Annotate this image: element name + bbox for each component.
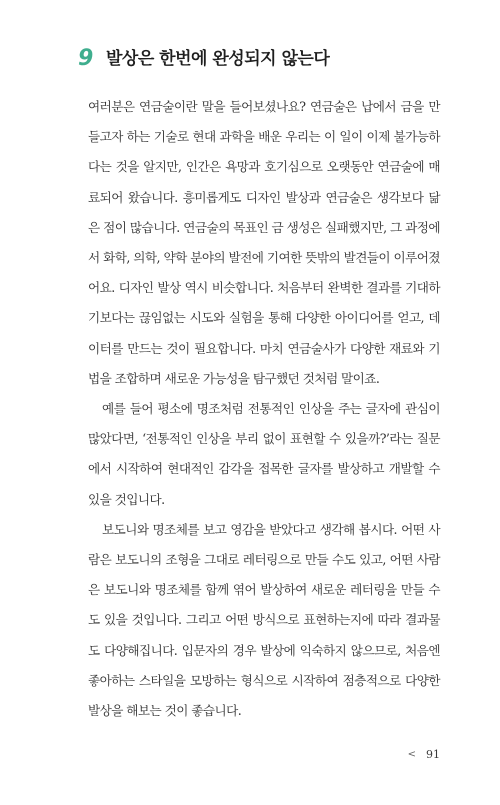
section-header [78,44,458,74]
section-number: 9 [78,46,94,71]
paragraph-3: 보도니와 명조체를 보고 영감을 받았다고 생각해 봅시다. 어떤 사람은 보도니의 조형을 그대로 레터링으로 만들 수도 있고, 어떤 사람은 보도니와 명조체를 함께 엮어 발상하여 새로운 레터링을 만들 수도 있을 것입니다. 그리고 어떤 방식으로 표현하는지에 따라 결과물도 다양해집니다. 입문자의 경우 발상에 익숙하지 않으므로, 처음엔 좋아하는 스타일을 모방하는 형식으로 시작하여 점층적으로 다양한 발상을 해보는 것이 좋습니다. [88,521,440,719]
body-text [88,92,440,726]
chevron-left-icon: < [407,749,416,760]
page-number: 91 [426,748,440,761]
section-title: 발상은 한번에 완성되지 않는다 [106,49,330,69]
paragraph-1: 여러분은 연금술이란 말을 들어보셨나요? 연금술은 납에서 금을 만들고자 하는 기술로 현대 과학을 배운 우리는 이 일이 이제 불가능하다는 것을 알지만, 인간은 욕망과 호기심으로 오랫동안 연금술에 매료되어 왔습니다. 흥미롭게도 디자인 발상과 연금술은 생각보다 닮은 점이 많습니다. 연금술의 목표인 금 생성은 실패했지만, 그 과정에서 화학, 의학, 약학 분야의 발전에 기여한 뜻밖의 발견들이 이루어졌어요. 디자인 발상 역시 비슷합니다. 처음부터 완벽한 결과를 기대하기보다는 끊임없는 시도와 실험을 통해 다양한 아이디어를 얻고, 데이터를 만드는 것이 필요합니다. 마치 연금술사가 다양한 재료와 기법을 조합하며 새로운 가능성을 탐구했던 것처럼 말이죠. [88,99,440,386]
paragraph-2: 예를 들어 평소에 명조처럼 전통적인 인상을 주는 글자에 관심이 많았다면, ‘전통적인 인상을 부리 없이 표현할 수 있을까?’라는 질문에서 시작하여 현대적인 감각을 접목한 글자를 발상하고 개발할 수 있을 것입니다. [88,401,440,507]
page-footer [408,748,440,761]
